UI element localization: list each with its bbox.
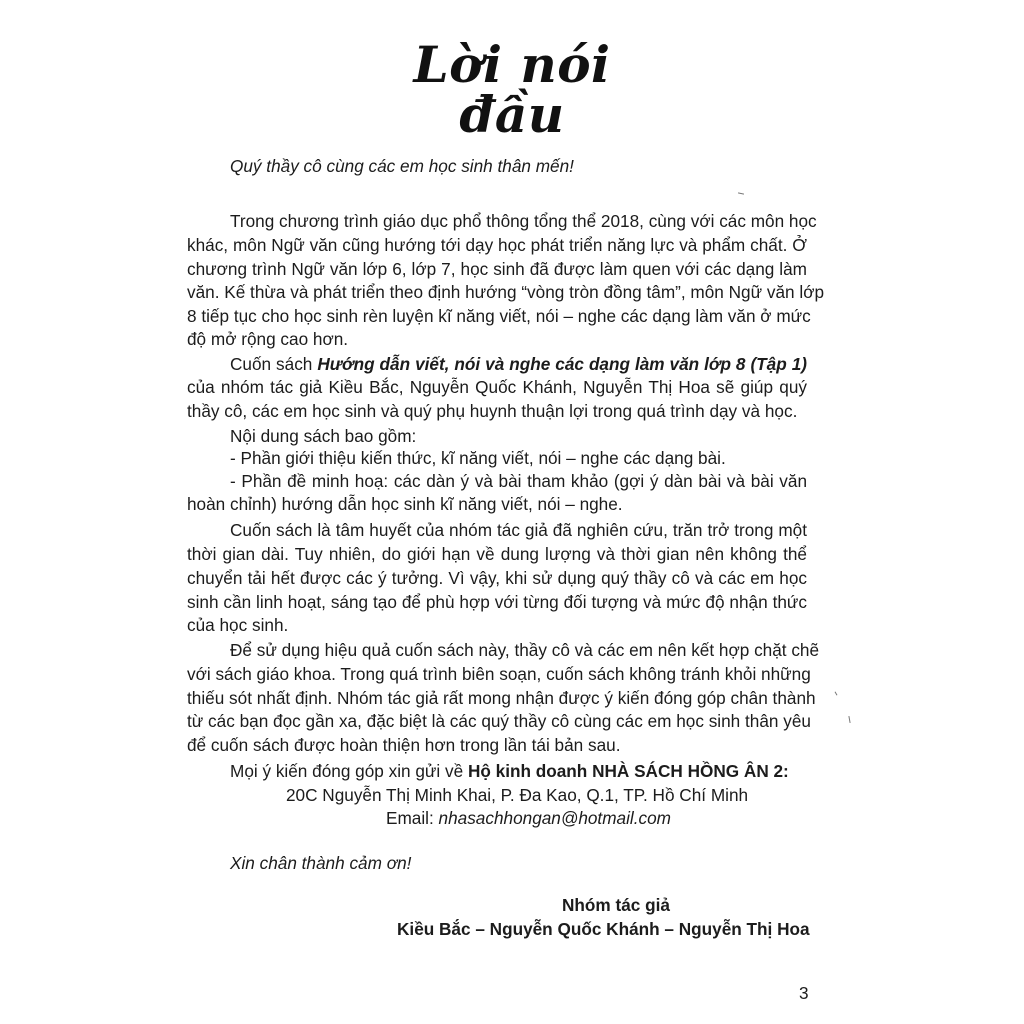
- paragraph-line: văn. Kế thừa và phát triển theo định hướng “vòng tròn đồng tâm”, môn Ngữ văn lớp: [187, 282, 825, 302]
- scan-speck: [835, 692, 838, 696]
- closing-thanks: Xin chân thành cảm ơn!: [230, 853, 412, 873]
- paragraph-line: của nhóm tác giả Kiều Bắc, Nguyễn Quốc Khánh, Nguyễn Thị Hoa sẽ giúp quý: [187, 377, 807, 397]
- paragraph-line: Cuốn sách là tâm huyết của nhóm tác giả đã nghiên cứu, trăn trở trong một: [230, 520, 807, 540]
- contents-intro: Nội dung sách bao gồm:: [230, 426, 417, 446]
- page-title: Lời nói đầu: [413, 35, 611, 144]
- book-lead: Cuốn sách: [230, 354, 318, 374]
- contents-item: - Phần đề minh hoạ: các dàn ý và bài tham khảo (gợi ý dàn bài và bài văn: [230, 471, 807, 491]
- contact-address: 20C Nguyễn Thị Minh Khai, P. Đa Kao, Q.1, TP. Hồ Chí Minh: [286, 785, 749, 805]
- scan-speck: [738, 192, 744, 194]
- paragraph-line: thời gian dài. Tuy nhiên, do giới hạn về dung lượng và thời gian nên không thể: [187, 544, 807, 564]
- book-title: Hướng dẫn viết, nói và nghe các dạng làm văn lớp 8 (Tập 1): [317, 354, 807, 374]
- paragraph-line: sinh cần linh hoạt, sáng tạo để phù hợp với từng đối tượng và mức độ nhận thức: [187, 592, 807, 612]
- greeting: Quý thầy cô cùng các em học sinh thân mến!: [230, 156, 574, 176]
- contents-item: hoàn chỉnh) hướng dẫn học sinh kĩ năng viết, nói – nghe.: [187, 494, 623, 514]
- page-number: 3: [799, 983, 809, 1003]
- paragraph-line: của học sinh.: [187, 615, 289, 635]
- contact-lead: Mọi ý kiến đóng góp xin gửi về: [230, 761, 468, 781]
- author-names: Kiều Bắc – Nguyễn Quốc Khánh – Nguyễn Thị Hoa: [397, 919, 810, 939]
- email-label: Email:: [386, 808, 439, 828]
- business-name: Hộ kinh doanh NHÀ SÁCH HỒNG ÂN 2:: [467, 761, 789, 781]
- scan-speck: [848, 716, 850, 723]
- paragraph-line: chuyển tải hết được các ý tưởng. Vì vậy, khi sử dụng quý thầy cô và các em học: [187, 568, 807, 588]
- paragraph-line: Để sử dụng hiệu quả cuốn sách này, thầy cô và các em nên kết hợp chặt chẽ: [230, 640, 820, 660]
- contact-email-line: [386, 810, 671, 827]
- paragraph-line: Trong chương trình giáo dục phổ thông tổng thể 2018, cùng với các môn học: [230, 211, 817, 231]
- paragraph-line: từ các bạn đọc gần xa, đặc biệt là các quý thầy cô cùng các em học sinh thân yêu: [187, 711, 811, 731]
- paragraph-line: thiếu sót nhất định. Nhóm tác giả rất mong nhận được ý kiến đóng góp chân thành: [187, 688, 816, 708]
- paragraph-line: với sách giáo khoa. Trong quá trình biên soạn, cuốn sách không tránh khỏi những: [187, 664, 811, 684]
- contents-item: - Phần giới thiệu kiến thức, kĩ năng viết, nói – nghe các dạng bài.: [230, 448, 726, 468]
- paragraph-line: 8 tiếp tục cho học sinh rèn luyện kĩ năng viết, nói – nghe các dạng làm văn ở mức: [187, 306, 811, 326]
- author-group: Nhóm tác giả: [562, 895, 670, 915]
- paragraph-line: chương trình Ngữ văn lớp 6, lớp 7, học sinh đã được làm quen với các dạng làm: [187, 259, 807, 279]
- paragraph-line: khác, môn Ngữ văn cũng hướng tới dạy học phát triển năng lực và phẩm chất. Ở: [187, 235, 807, 255]
- paragraph-line: để cuốn sách được hoàn thiện hơn trong lần tái bản sau.: [187, 735, 621, 755]
- paragraph-line: [230, 356, 807, 373]
- paragraph-line: thầy cô, các em học sinh và quý phụ huynh thuận lợi trong quá trình dạy và học.: [187, 401, 798, 421]
- contact-line: [230, 763, 789, 780]
- email-address: nhasachhongan@hotmail.com: [438, 808, 671, 828]
- paragraph-line: độ mở rộng cao hơn.: [187, 329, 349, 349]
